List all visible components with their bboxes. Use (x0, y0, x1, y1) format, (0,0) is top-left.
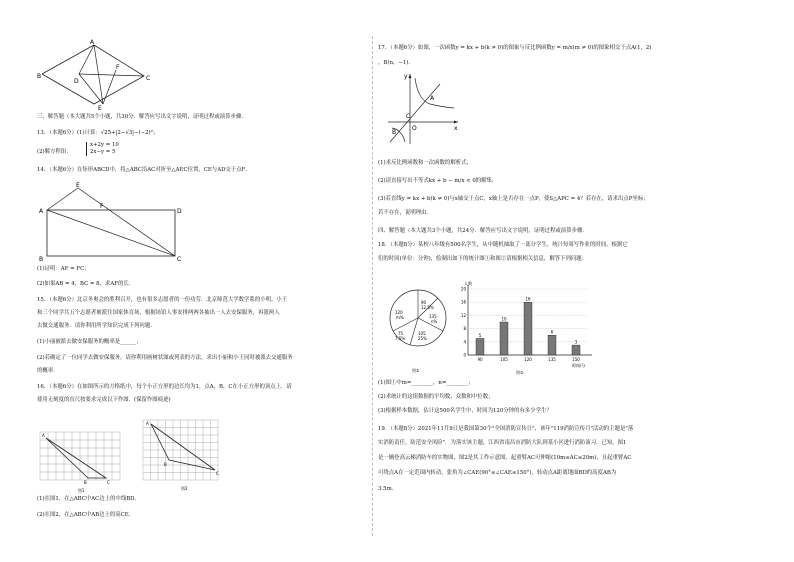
q19-line2: 实消防责任，防范安全风险"．为落实该主题，江西省南昌市消防大队到某小区进行消防演习．已知，图1 (378, 440, 627, 446)
axis-x: x (454, 125, 458, 132)
q18-part2: (2)求统计的这组数据的平均数、众数和中位数； (378, 394, 494, 400)
pie-sub-90: 12.5% (421, 305, 434, 310)
pt-A-q14: A (39, 208, 44, 215)
figure-q17-functions (384, 70, 464, 146)
pt-E-q14: E (76, 182, 80, 189)
q15-line1: 15．（本题6分）北京冬奥会的胜利召开，也有很多志愿者的一份功劳．北京师范大学数学系的小明、小王 (37, 297, 288, 303)
q15-line2: 和三个同学共五个志愿者被派往国家体育场，根据场馆人事安排两两各抽出一人去安保服务，再派两人 (37, 310, 280, 316)
q16-part2: (2)在图2，在△ABC中AB边上的高CE． (37, 512, 135, 518)
q16-line1: 16．（本题6分）在如图所示的方格纸中，每个小正方形的边长均为1，点A，B，C在小正方形的顶点上．请 (37, 384, 292, 390)
pt-A: A (90, 39, 95, 46)
bar-x-tick: 105 (500, 357, 508, 362)
q14-stem: 14．（本题6分）在矩形ABCD中，将△ABC沿AC对折至△AEC位置，CE与AD交于点F． (37, 167, 251, 173)
bar-x-tick: 150 (572, 357, 580, 362)
pie-label-135: 135 (429, 314, 437, 319)
grid-figure-2 (143, 420, 233, 491)
q19-line3: 是一辆登高云梯消防车的实物图，图2是其工作示意图，起重臂AC可伸缩(10m≤AC≤20m)，且起重臂AC (378, 455, 632, 461)
q15-line3: 去做交通服务．请你利用所学知识完成下列问题． (37, 323, 156, 329)
pt-C: C (146, 75, 151, 82)
bar-y-tick: 12 (460, 312, 466, 318)
eq2: 2x−y = 5 (90, 149, 116, 155)
pt-E: E (98, 105, 102, 112)
pie-chart (388, 288, 450, 374)
bar-x-axis-label: 时间/分 (572, 363, 586, 368)
pt-C-grid1: C (107, 480, 110, 485)
bar-90 (476, 339, 484, 356)
q19-line5: 3.5m． (378, 486, 398, 492)
q18-line2: 们的时间(单位：分钟)，绘制出如下的统计图①和图②请根据相关信息，解答下列问题： (378, 256, 588, 262)
pie-label-90: 90 (421, 300, 427, 305)
bar-value-label: 6 (550, 329, 554, 335)
bar-value-label: 16 (525, 296, 531, 302)
bar-x-tick: 120 (524, 357, 532, 362)
pt-D: D (74, 78, 79, 85)
bar-chart (450, 280, 615, 376)
pt-C-q14: C (177, 256, 182, 263)
axis-y: y (404, 73, 408, 80)
bar-value-label: 5 (478, 333, 482, 338)
eq1: x+2y = 10 (90, 142, 119, 148)
pie-label-105: 105 (418, 331, 426, 336)
q13-part1: 13．（本题6分）(1)计算：√25+|2−√3|−(−2)⁰； (37, 130, 159, 136)
column-divider (372, 36, 373, 536)
q17-line1: 17．（本题6分）如图，一次函数y = kx + b(k ≠ 0)的图象与反比例函数y = m/x(m ≠ 0)的图象相交于点A(1，2) (378, 45, 652, 51)
q14-part2: (2)如果AB = 4，BC = 8，求AF的长． (37, 281, 135, 287)
bar-150 (572, 345, 580, 355)
q15-part1: (1)小丽被派去做安保服务的概率是______； (37, 339, 142, 345)
bar-y-axis-label: 人数 (464, 281, 472, 286)
fig2-caption: 图2 (181, 486, 188, 491)
q16-line2: 使用无刻度的直尺按要求完成以下作图．(保留作图痕迹) (37, 397, 171, 403)
bar-x-tick: 135 (548, 357, 556, 362)
bar-135 (548, 335, 556, 355)
q16-part1: (1)在图1，在△ABC中AC边上的中线BD． (37, 496, 140, 502)
section3-heading: 三、解答题（本大题共5个小题，共30分．解答应写出文字说明，证明过程或演算步骤． (37, 114, 247, 120)
figure-rhombus-top (30, 38, 160, 110)
pie-caption: 图① (412, 368, 420, 373)
bar-y-tick: 4 (463, 339, 466, 345)
pt-B-q14: B (39, 256, 44, 263)
bar-value-label: 10 (501, 316, 507, 322)
bar-caption: 图② (516, 370, 524, 375)
q13-part2-label: (2)解方程组： (37, 149, 72, 155)
q15-part2-line2: 的概率． (37, 368, 59, 374)
q17-part1: (1)求反比例函数和一次函数的解析式； (378, 160, 472, 166)
figure-q14-rectangle (38, 182, 218, 262)
pt-F: F (116, 64, 120, 71)
pt-B: B (37, 73, 42, 80)
q19-line4: 可绕点A在一定范围内转动，张角为∠CAE(90°≤∠CAE≤150°)，转动点A距离地面BD的高度AB为 (378, 470, 617, 476)
bar-value-label: 3 (574, 339, 578, 345)
q18-line1: 18．（本题8分）某校八年级有500名学生，从中随机抽取了一部分学生，统计每周写作业的时间，根据它 (378, 242, 628, 248)
q17-part3-line2: 若不存在，说明理由． (378, 210, 432, 216)
pt-F-q14: F (100, 203, 104, 210)
fig1-caption: 图1 (78, 488, 85, 493)
pt-C-q17: C (406, 113, 411, 120)
q17-part3-line1: (3)若直线y = kx + b(k ≠ 0)与x轴交于点C，x轴上是否存在一点P，使S△APC = 4？若存在，请求出点P坐标； (378, 196, 649, 202)
equation-system (86, 142, 119, 156)
q18-part1: (1)图①中m=________，n=________； (378, 380, 474, 386)
bar-y-tick: 0 (463, 352, 466, 358)
pt-A-q17: A (430, 95, 435, 102)
pt-B-grid1: B (84, 480, 87, 485)
pt-O-q17: O (412, 125, 417, 132)
bar-y-tick: 16 (460, 299, 466, 305)
pie-sub-135: n% (431, 319, 438, 324)
pie-sub-120: m% (396, 315, 404, 320)
section4-heading: 四、解答题（本大题共3个小题，共24分．解答应写出文字说明，证明过程或演算步骤． (378, 228, 588, 234)
pt-A-grid2: A (146, 421, 149, 426)
q17-part2: (2)请直接写出不等式kx + b − m/x < 0的解集． (378, 178, 498, 184)
q19-line1: 19．（本题8分）2021年11月9日是我国第30个"全国消防宣传日"，该年"119消防宣传月"活动的主题是"落 (378, 426, 634, 432)
pt-D-q14: D (177, 208, 182, 215)
q14-part1: (1)证明：AF = FC； (37, 266, 90, 272)
pie-sub-105: 25% (418, 336, 427, 341)
bar-y-tick: 8 (463, 326, 466, 332)
pt-A-grid1: A (42, 433, 45, 438)
q15-part2-line1: (2)若确定了一位同学去做安保服务，请你利用画树状图或列表的方法，求出小丽和小王同时被派去交通服务 (37, 355, 293, 361)
q17-line2: ，B(n，−1)． (378, 60, 414, 66)
bar-y-tick: 20 (460, 286, 466, 292)
pt-C-grid2: C (216, 471, 219, 476)
pie-label-75: 75 (398, 331, 404, 336)
pt-B-grid2: B (164, 462, 167, 467)
pie-sub-75: 7.5% (395, 336, 406, 341)
bar-120 (524, 302, 532, 355)
grid-figure-1 (40, 432, 130, 493)
pie-label-120: 120 (395, 310, 403, 315)
bar-105 (500, 322, 508, 355)
q18-part3: (3)根据样本数据，估计这500名学生中，时间为120分钟的有多少学生？ (378, 408, 552, 414)
pt-B-q17: B (392, 129, 397, 136)
bar-x-tick: 90 (477, 357, 483, 362)
